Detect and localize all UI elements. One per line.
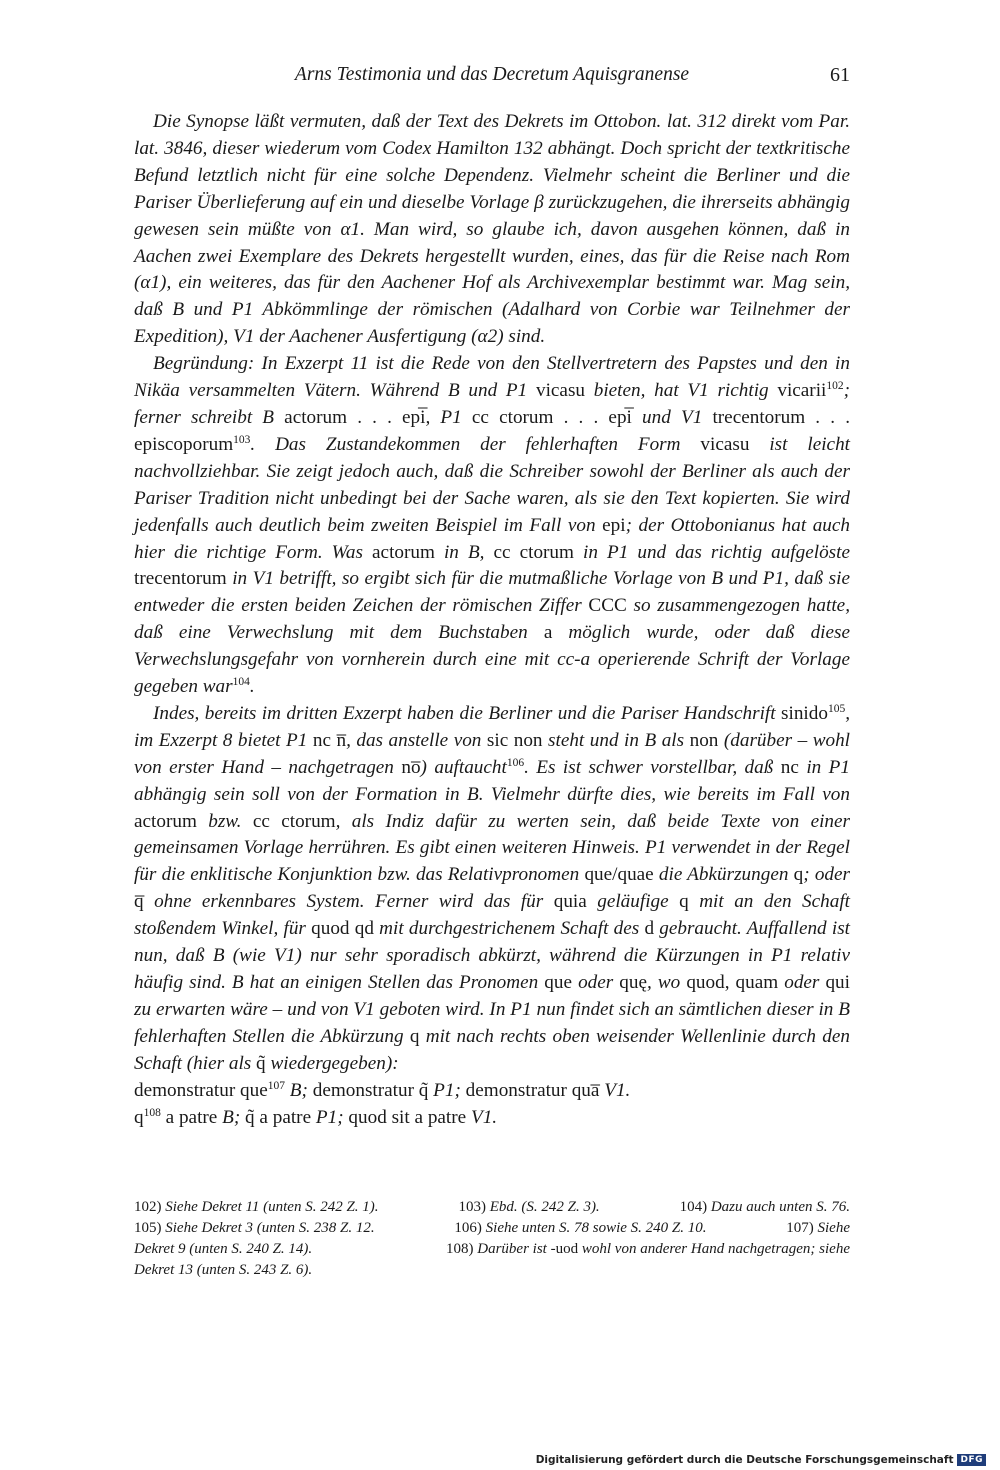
latin-term: demonstratur que: [134, 1079, 268, 1101]
footnote-105: [134, 1218, 375, 1239]
footnote-row: [134, 1260, 850, 1281]
text-run: bzw.: [196, 810, 253, 832]
text-run: mit durchgestrichenem Schaft des: [373, 918, 645, 940]
footnote-ref: 108: [143, 1106, 161, 1119]
text-run: mit an den Schaft stoßendem Winkel, für: [134, 891, 850, 940]
latin-term: vicasu: [535, 380, 586, 402]
footnote-104: [680, 1197, 850, 1218]
footnote-text: Darüber ist: [477, 1241, 551, 1257]
footnote-ref: 106: [506, 756, 525, 769]
footnote-text: Siehe Dekret 3 (unten S. 238 Z. 12.: [165, 1220, 375, 1236]
dfg-logo: DFG: [957, 1454, 986, 1466]
latin-term: d: [644, 918, 655, 940]
text-run: möglich wurde, oder daß diese Verwechslungsgefahr von vornherein durch eine mit cc-a operierende Schrift der Vorlage gegeben war: [134, 622, 850, 698]
latin-term: demonstratur qua̅: [465, 1079, 600, 1101]
footnote-text: Siehe Dekret 11 (unten S. 242 Z. 1).: [165, 1199, 379, 1215]
latin-term: q: [793, 864, 804, 886]
text-run: in P1 und das richtig aufgelöste: [573, 541, 850, 563]
latin-term: non: [689, 729, 719, 751]
latin-term: a: [543, 622, 553, 644]
footnote-103: [458, 1197, 599, 1218]
footnote-108-cont: Dekret 13 (unten S. 243 Z. 6).: [134, 1262, 313, 1278]
footnote-text: wohl von anderer Hand nachgetragen; siehe: [578, 1241, 850, 1257]
footnote-number: 102): [134, 1199, 162, 1215]
latin-term: vicarii: [777, 380, 827, 402]
latin-term: q̃ a patre: [245, 1106, 312, 1128]
text-run: V1.: [466, 1106, 498, 1128]
text-run: P1;: [311, 1106, 349, 1128]
footnote-107-cont: Dekret 9 (unten S. 240 Z. 14).: [134, 1241, 313, 1257]
footnote-number: 108): [446, 1241, 474, 1257]
footnote-number: 104): [679, 1199, 708, 1215]
latin-term: q: [134, 1106, 144, 1128]
text-run: in P1 abhängig sein soll von der Formation in B. Vielmehr dürfte dies, wie bereits im Fall von: [134, 756, 850, 805]
paragraph-synopse: [134, 109, 850, 351]
running-head: [134, 64, 850, 94]
text-run: . Es ist schwer vorstellbar, daß: [524, 756, 781, 778]
text-run: bieten, hat V1 richtig: [585, 380, 778, 402]
latin-term: trecentorum: [134, 568, 227, 590]
page-number: 61: [830, 64, 850, 86]
footnote-ref: 102: [826, 380, 844, 393]
text-run: , P1: [425, 406, 472, 428]
latin-term: trecentorum . . . episcoporum: [134, 406, 850, 455]
text-run: (darüber – wohl von erster Hand – nachgetragen: [134, 729, 851, 778]
latin-term: actorum: [372, 541, 435, 563]
latin-term: sinido: [781, 702, 828, 724]
footnote-102: [134, 1197, 379, 1218]
digitization-credit: [536, 1454, 986, 1466]
latin-term: nc n̅: [312, 729, 347, 751]
text-run: ; oder: [803, 864, 850, 886]
footnote-number: 107): [786, 1220, 814, 1236]
example-line-2: [134, 1105, 850, 1132]
latin-term: quod sit a patre: [348, 1106, 467, 1128]
footnote-ref: 105: [827, 702, 846, 715]
main-text: [134, 109, 850, 1131]
footnote-ref: 104: [232, 676, 250, 689]
text-run: ) auftaucht: [420, 756, 507, 778]
text-run: ; der Ottobonianus hat auch hier die richtige Form. Was: [134, 514, 851, 563]
latin-term: actorum . . . epi̅: [284, 406, 426, 428]
text-run: B;: [285, 1079, 313, 1101]
footnote-106: [454, 1218, 706, 1239]
footnote-row: [134, 1218, 850, 1239]
footnote-ref: 103: [233, 433, 251, 446]
footnote-108: [446, 1239, 850, 1260]
text-run: so zusammengezogen hatte, daß eine Verwechslung mit dem Buchstaben: [134, 595, 850, 644]
paragraph-begruendung: [134, 351, 850, 701]
footnote-number: 106): [454, 1220, 482, 1236]
latin-term: qui: [825, 972, 850, 993]
latin-term: CCC: [588, 595, 627, 617]
text-run: geläufige: [586, 891, 680, 913]
text-run: zu erwarten wäre – und von V1 geboten wird. In P1 nun findet sich an sämtlichen dieser in B fehlerhaften Stellen die Abkürzung: [134, 998, 850, 1047]
latin-term: demonstratur q̃: [312, 1079, 429, 1101]
text-run: steht und in B als: [542, 729, 690, 751]
footnote-text: -uod: [550, 1241, 579, 1257]
latin-term: q: [679, 891, 689, 913]
footnote-text: Ebd. (S. 242 Z. 3).: [489, 1199, 600, 1215]
latin-term: quod, quam: [686, 972, 779, 993]
footnotes: [134, 1197, 850, 1281]
paragraph-indes: [134, 701, 850, 1132]
footnote-row: [134, 1197, 850, 1218]
footnote-107: [786, 1218, 850, 1239]
latin-term: quę: [619, 972, 648, 993]
example-line-1: [134, 1078, 850, 1105]
latin-term: cc ctorum: [493, 541, 574, 563]
text-run: die Abkürzungen: [653, 864, 794, 886]
text-run: V1.: [599, 1079, 631, 1101]
latin-term: q: [409, 1025, 420, 1047]
latin-term: cc ctorum: [252, 810, 336, 832]
footnote-row: [134, 1239, 850, 1260]
text-run: ohne erkennbares System. Ferner wird das für: [143, 891, 554, 913]
text-run: , das anstelle von: [346, 729, 487, 751]
latin-term: vicasu: [700, 433, 750, 455]
text-run: in V1 betrifft, so ergibt sich für die mutmaßliche Vorlage von B und P1, daß sie entweder die ersten beiden Zeichen der römischen Ziffer: [134, 568, 850, 617]
text-run: , wo: [647, 972, 687, 993]
text-run: oder: [778, 972, 826, 993]
text-run: B;: [217, 1106, 246, 1128]
latin-term: actorum: [134, 810, 197, 832]
latin-term: cc ctorum . . . epi̅: [471, 406, 632, 428]
latin-term: epi: [602, 514, 626, 536]
footnote-ref: 107: [267, 1079, 285, 1092]
text-run: P1;: [428, 1079, 466, 1101]
footnote-number: 105): [134, 1220, 162, 1236]
footnote-number: 103): [458, 1199, 486, 1215]
text-run: Begründung: In Exzerpt 11 ist die Rede von den Stellvertretern des Papstes und den in Nikäa versammelten Vätern. Während B und P1: [134, 353, 850, 402]
text-run: mit nach rechts oben weisender Wellenlinie durch den Schaft (hier als: [134, 1025, 850, 1074]
text-run: gebraucht. Auffallend ist nun, daß B (wie V1) nur sehr sporadisch abkürzt, während die Kürzungen in P1 relativ häufig sind. B hat an einigen Stellen das Pronomen: [134, 918, 851, 993]
text-run: und V1: [631, 406, 713, 428]
latin-term: quod qd: [311, 918, 374, 940]
running-title: Arns Testimonia und das Decretum Aquisgranense: [294, 64, 690, 85]
text-run: wiedergegeben):: [265, 1052, 399, 1074]
paragraph-synopse-text: Die Synopse läßt vermuten, daß der Text des Dekrets im Ottobon. lat. 312 direkt vom Par. lat. 3846, dieser wiederum vom Codex Hamilton 132 abhängt. Doch spricht der textkritische Befund letztlich nicht für eine solche Dependenz. Vielmehr scheint die Berliner und die Pariser Überlieferung auf ein und dieselbe Vorlage β zurückzugehen, die ihrerseits abhängig gewesen sein müßte von α1. Man wird, so glaube ich, davon ausgehen können, daß in Aachen zwei Exemplare des Dekrets hergestellt wurden, eines, das für die Reise nach Rom (α1), ein weiteres, das für den Aachener Hof als Archivexemplar bestimmt war. Mag sein, daß B und P1 Abkömmlinge der römischen (Adalhard von Corbie war Teilnehmer der Expedition), V1 der Aachener Ausfertigung (α2) sind.: [134, 111, 850, 348]
text-run: . Das Zustandekommen der fehlerhaften Form: [250, 433, 701, 455]
text-run: ist leicht nachvollziehbar. Sie zeigt jedoch auch, daß die Schreiber sowohl der Berliner als auch der Pariser Tradition nicht unbedingt bei der Sache waren, als sie den Text kopierten. Sie wird jedenfalls auch deutlich beim zweiten Beispiel im Fall von: [134, 433, 850, 536]
latin-term: no̅: [401, 756, 421, 778]
footnote-text: Dazu auch unten S. 76.: [710, 1199, 850, 1215]
latin-term: que/quae: [584, 864, 654, 886]
latin-term: a patre: [160, 1106, 218, 1128]
latin-term: quia: [553, 891, 587, 913]
latin-term: sic non: [486, 729, 543, 751]
text-run: ; ferner schreibt B: [134, 380, 850, 428]
text-run: .: [249, 676, 255, 698]
latin-term: q̅: [134, 891, 144, 913]
text-run: , als Indiz dafür zu werten sein, daß beide Texte von einer gemeinsamen Vorlage herrühren. Es gibt einen weiteren Hinweis. P1 verwendet in der Regel für die enklitische Konjunktion bzw. das Relativpronomen: [134, 810, 850, 886]
footnote-text: Siehe unten S. 78 sowie S. 240 Z. 10.: [485, 1220, 707, 1236]
latin-term: q̃: [256, 1052, 266, 1074]
latin-term: que: [544, 972, 573, 993]
text-run: in B,: [434, 541, 494, 563]
credit-text: Digitalisierung gefördert durch die Deutsche Forschungsgemeinschaft: [535, 1454, 954, 1466]
text-run: Indes, bereits im dritten Exzerpt haben die Berliner und die Pariser Handschrift: [153, 702, 782, 724]
text-run: , im Exzerpt 8 bietet P1: [134, 702, 850, 751]
footnote-text: Siehe: [817, 1220, 850, 1236]
latin-term: nc: [780, 756, 799, 778]
text-run: oder: [572, 972, 620, 993]
